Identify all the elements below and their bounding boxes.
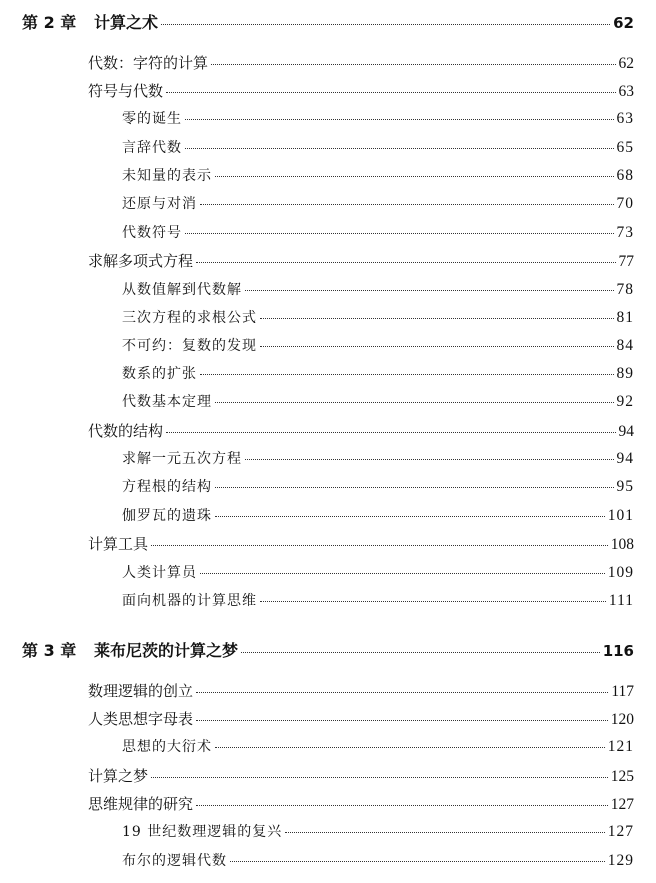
page-number: 117 bbox=[611, 683, 634, 700]
leader-dots bbox=[196, 805, 608, 806]
entry-title: 19 世纪数理逻辑的复兴 bbox=[122, 824, 283, 840]
page-number: 94 bbox=[618, 423, 634, 440]
page-number: 68 bbox=[616, 167, 634, 184]
entry-title: 面向机器的计算思维 bbox=[122, 593, 257, 609]
subsection-entry bbox=[122, 193, 634, 213]
entry-title: 代数基本定理 bbox=[122, 394, 212, 410]
leader-dots bbox=[185, 119, 614, 120]
section-entry bbox=[88, 533, 634, 554]
entry-title: 不可约：复数的发现 bbox=[122, 338, 257, 354]
subsection-entry bbox=[122, 335, 634, 355]
subsection-entry bbox=[122, 850, 634, 870]
page-number: 116 bbox=[602, 642, 634, 660]
leader-dots bbox=[285, 832, 604, 833]
entry-title: 符号与代数 bbox=[88, 82, 164, 100]
leader-dots bbox=[200, 204, 614, 205]
page-number: 120 bbox=[610, 711, 634, 728]
leader-dots bbox=[215, 402, 614, 403]
page-number: 81 bbox=[616, 309, 634, 326]
entry-title: 伽罗瓦的遗珠 bbox=[122, 508, 212, 524]
leader-dots bbox=[196, 720, 608, 721]
leader-dots bbox=[245, 290, 614, 291]
entry-title: 求解多项式方程 bbox=[88, 252, 194, 270]
chapter-entry bbox=[22, 10, 634, 33]
subsection-entry bbox=[122, 137, 634, 157]
page-number: 65 bbox=[616, 139, 634, 156]
page-number: 62 bbox=[618, 55, 634, 72]
leader-dots bbox=[196, 692, 608, 693]
page-number: 109 bbox=[607, 564, 634, 581]
entry-title: 还原与对消 bbox=[122, 196, 197, 212]
leader-dots bbox=[260, 346, 614, 347]
page-number: 95 bbox=[616, 478, 634, 495]
entry-title: 计算工具 bbox=[88, 535, 149, 553]
entry-title: 未知量的表示 bbox=[122, 168, 212, 184]
leader-dots bbox=[215, 176, 614, 177]
leader-dots bbox=[196, 262, 615, 263]
page-number: 92 bbox=[616, 393, 634, 410]
page-number: 101 bbox=[607, 507, 634, 524]
entry-title: 计算之术 bbox=[94, 13, 159, 32]
entry-title: 代数：字符的计算 bbox=[88, 54, 209, 72]
leader-dots bbox=[166, 432, 615, 433]
section-entry bbox=[88, 708, 634, 729]
entry-title: 零的诞生 bbox=[122, 111, 182, 127]
section-entry bbox=[88, 52, 634, 73]
entry-title: 代数的结构 bbox=[88, 422, 164, 440]
section-entry bbox=[88, 793, 634, 814]
leader-dots bbox=[245, 459, 614, 460]
page-number: 78 bbox=[616, 281, 634, 298]
subsection-entry bbox=[122, 363, 634, 383]
entry-title: 数系的扩张 bbox=[122, 366, 197, 382]
section-entry bbox=[88, 80, 634, 101]
subsection-entry bbox=[122, 448, 634, 468]
section-entry bbox=[88, 250, 634, 271]
subsection-entry bbox=[122, 279, 634, 299]
entry-title: 方程根的结构 bbox=[122, 479, 212, 495]
section-entry bbox=[88, 680, 634, 701]
leader-dots bbox=[161, 24, 610, 25]
subsection-entry bbox=[122, 108, 634, 128]
chapter-number: 第 3 章 bbox=[22, 641, 77, 660]
page-number: 63 bbox=[616, 110, 634, 127]
subsection-entry bbox=[122, 222, 634, 242]
page-number: 94 bbox=[616, 450, 634, 467]
page-number: 129 bbox=[607, 852, 634, 869]
page-number: 62 bbox=[613, 14, 634, 32]
leader-dots bbox=[260, 318, 614, 319]
leader-dots bbox=[151, 777, 608, 778]
leader-dots bbox=[185, 233, 614, 234]
entry-title: 莱布尼茨的计算之梦 bbox=[94, 641, 239, 660]
chapter-entry bbox=[22, 638, 634, 661]
page-number: 121 bbox=[607, 738, 634, 755]
entry-title: 人类计算员 bbox=[122, 565, 197, 581]
entry-title: 言辞代数 bbox=[122, 140, 182, 156]
entry-title: 计算之梦 bbox=[88, 767, 149, 785]
page-number: 89 bbox=[616, 365, 634, 382]
page-number: 108 bbox=[610, 536, 634, 553]
leader-dots bbox=[215, 487, 614, 488]
page-number: 73 bbox=[616, 224, 634, 241]
leader-dots bbox=[215, 747, 605, 748]
entry-title: 从数值解到代数解 bbox=[122, 282, 242, 298]
page-number: 84 bbox=[616, 337, 634, 354]
leader-dots bbox=[215, 516, 605, 517]
entry-title: 三次方程的求根公式 bbox=[122, 310, 257, 326]
subsection-entry bbox=[122, 165, 634, 185]
subsection-entry bbox=[122, 391, 634, 411]
leader-dots bbox=[211, 64, 615, 65]
leader-dots bbox=[166, 92, 615, 93]
entry-title: 代数符号 bbox=[122, 225, 182, 241]
subsection-entry bbox=[122, 736, 634, 756]
leader-dots bbox=[151, 545, 608, 546]
entry-title: 思维规律的研究 bbox=[88, 795, 194, 813]
chapter-number: 第 2 章 bbox=[22, 13, 77, 32]
page-number: 127 bbox=[607, 823, 634, 840]
subsection-entry bbox=[122, 476, 634, 496]
leader-dots bbox=[200, 573, 605, 574]
entry-title: 人类思想字母表 bbox=[88, 710, 194, 728]
leader-dots bbox=[200, 374, 614, 375]
section-entry bbox=[88, 420, 634, 441]
page-number: 111 bbox=[608, 592, 634, 609]
leader-dots bbox=[185, 148, 614, 149]
leader-dots bbox=[241, 652, 600, 653]
page-number: 125 bbox=[610, 768, 634, 785]
entry-title: 思想的大衍术 bbox=[122, 739, 212, 755]
leader-dots bbox=[230, 861, 605, 862]
section-entry bbox=[88, 765, 634, 786]
subsection-entry bbox=[122, 590, 634, 610]
entry-title: 数理逻辑的创立 bbox=[88, 682, 194, 700]
page-number: 127 bbox=[610, 796, 634, 813]
leader-dots bbox=[260, 601, 606, 602]
page-number: 70 bbox=[616, 195, 634, 212]
entry-title: 布尔的逻辑代数 bbox=[122, 853, 227, 869]
subsection-entry bbox=[122, 562, 634, 582]
subsection-entry bbox=[122, 307, 634, 327]
page-number: 63 bbox=[618, 83, 634, 100]
page-number: 77 bbox=[618, 253, 634, 270]
entry-title: 求解一元五次方程 bbox=[122, 451, 242, 467]
subsection-entry bbox=[122, 821, 634, 841]
subsection-entry bbox=[122, 505, 634, 525]
